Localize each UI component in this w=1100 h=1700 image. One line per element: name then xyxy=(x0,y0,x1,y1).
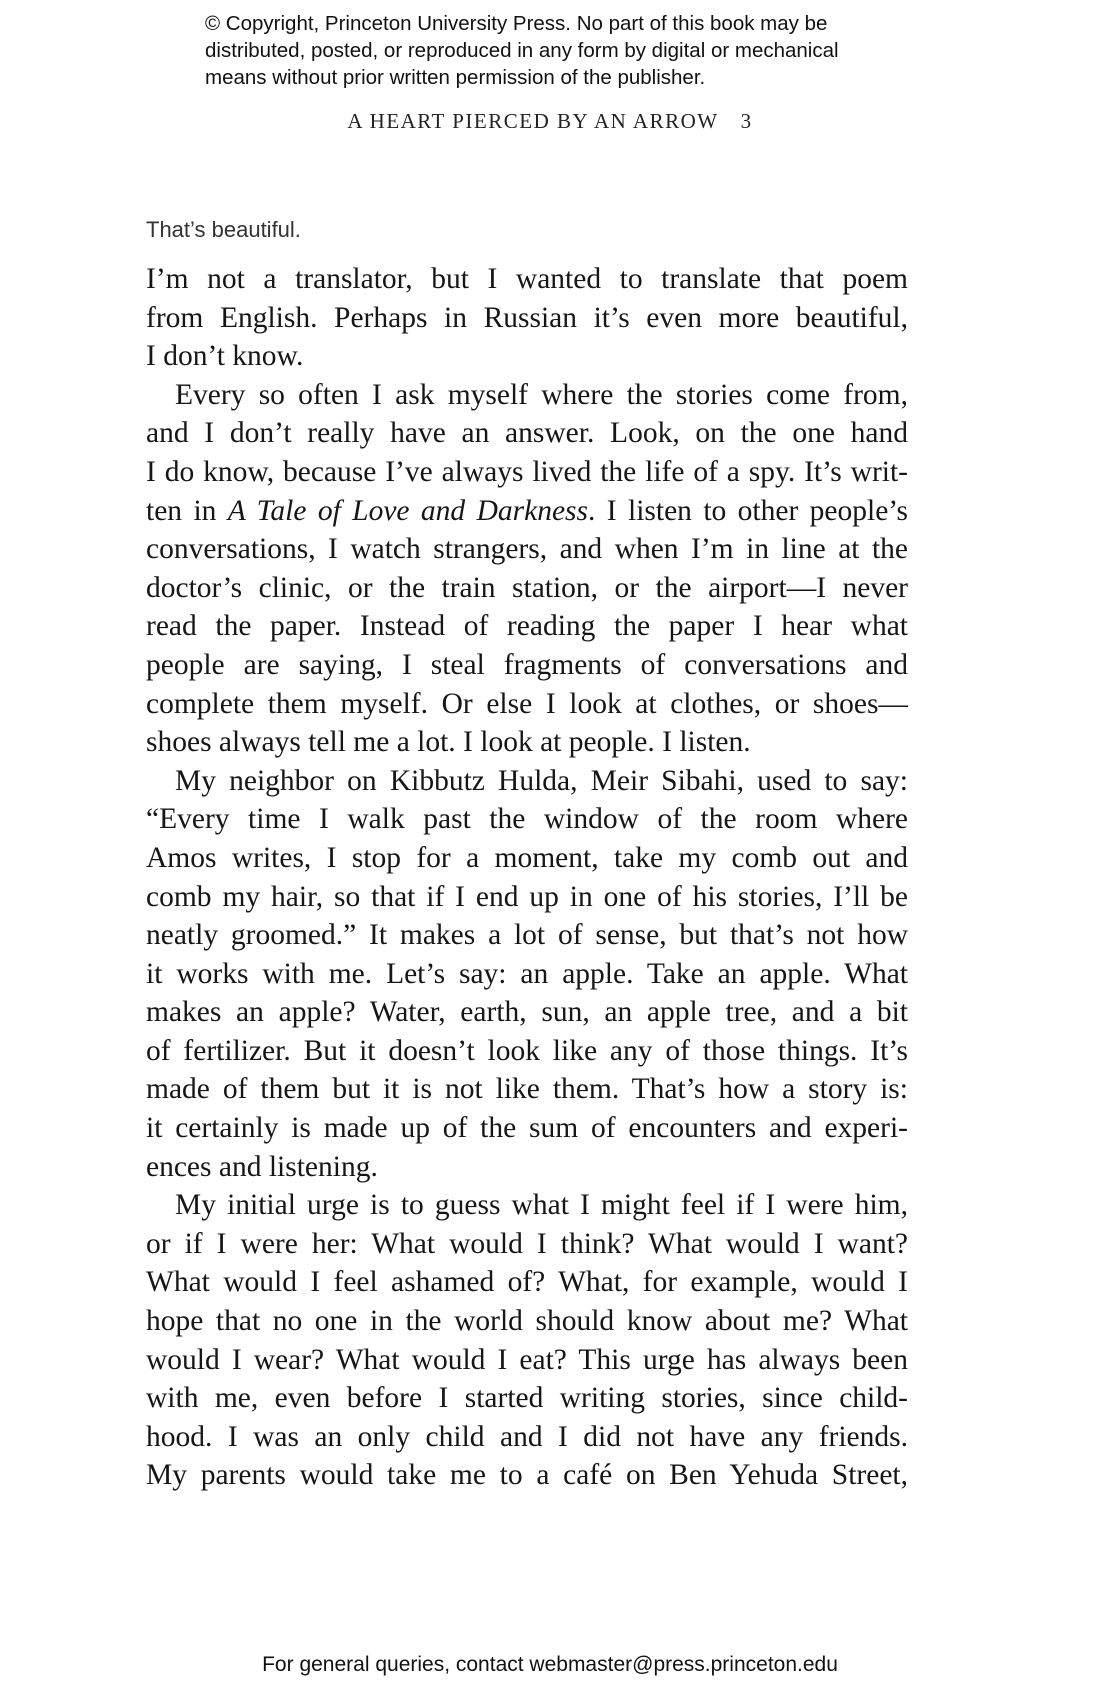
text-line: My parents would take me to a café on Ben Yehuda Street, xyxy=(146,1459,908,1492)
text-run: ten in xyxy=(146,494,228,527)
text-line: “Every time I walk past the window of the room where xyxy=(146,803,908,836)
text-line: I’m not a translator, but I wanted to translate that poem xyxy=(146,263,908,295)
footer-contact: For general queries, contact webmaster@press.princeton.edu xyxy=(262,1653,838,1676)
text-line: made of them but it is not like them. That’s how a story is: xyxy=(146,1073,908,1106)
text-line: Amos writes, I stop for a moment, take my comb out and xyxy=(146,841,908,874)
chapter-title: A HEART PIERCED BY AN ARROW xyxy=(347,109,719,133)
text-line: Every so often I ask myself where the stories come from, xyxy=(175,378,908,411)
text-line: ences and listening. xyxy=(146,1150,378,1183)
body-text xyxy=(146,260,908,1495)
text-line: doctor’s clinic, or the train station, or the airport—I never xyxy=(146,571,908,604)
text-line: I do know, because I’ve always lived the life of a spy. It’s writ- xyxy=(146,455,908,488)
copyright-line: distributed, posted, or reproduced in any form by digital or mechanical xyxy=(205,39,839,62)
text-line: conversations, I watch strangers, and when I’m in line at the xyxy=(146,533,908,566)
text-line: from English. Perhaps in Russian it’s even more beautiful, xyxy=(146,301,908,334)
copyright-line: means without prior written permission of the publisher. xyxy=(205,66,706,89)
text-run: . I listen to other people’s xyxy=(588,494,908,527)
copyright-line: © Copyright, Princeton University Press. No part of this book may be xyxy=(205,12,828,35)
text-line: would I wear? What would I eat? This urge has always been xyxy=(146,1343,908,1376)
paragraph xyxy=(146,376,908,762)
text-line: comb my hair, so that if I end up in one of his stories, I’ll be xyxy=(146,880,908,913)
text-line: My neighbor on Kibbutz Hulda, Meir Sibahi, used to say: xyxy=(175,764,908,797)
paragraph xyxy=(146,1186,908,1495)
copyright-notice xyxy=(205,10,905,91)
text-line: complete them myself. Or else I look at clothes, or shoes— xyxy=(146,687,908,720)
text-line: My initial urge is to guess what I might feel if I were him, xyxy=(175,1189,908,1222)
paragraph xyxy=(146,260,908,376)
text-line: people are saying, I steal fragments of conversations and xyxy=(146,648,908,681)
page-number: 3 xyxy=(740,109,753,133)
text-line: it works with me. Let’s say: an apple. Take an apple. What xyxy=(146,957,908,990)
text-line: neatly groomed.” It makes a lot of sense, but that’s not how xyxy=(146,919,908,952)
text-line: it certainly is made up of the sum of encounters and experi- xyxy=(146,1112,908,1145)
interview-question: That’s beautiful. xyxy=(146,217,301,242)
book-title: A Tale of Love and Darkness xyxy=(227,494,588,527)
text-line: What would I feel ashamed of? What, for example, would I xyxy=(146,1266,908,1299)
text-line: or if I were her: What would I think? What would I want? xyxy=(146,1227,908,1260)
text-line xyxy=(146,492,908,531)
paragraph xyxy=(146,762,908,1187)
text-line: I don’t know. xyxy=(146,340,304,373)
text-line: with me, even before I started writing stories, since child- xyxy=(146,1382,908,1415)
text-line: read the paper. Instead of reading the paper I hear what xyxy=(146,610,908,643)
running-head xyxy=(0,109,1100,134)
text-line: of fertilizer. But it doesn’t look like any of those things. It’s xyxy=(146,1034,908,1067)
text-line: shoes always tell me a lot. I look at people. I listen. xyxy=(146,726,751,759)
text-line: and I don’t really have an answer. Look, on the one hand xyxy=(146,417,908,450)
text-line: hope that no one in the world should know about me? What xyxy=(146,1305,908,1338)
text-line: hood. I was an only child and I did not have any friends. xyxy=(146,1420,908,1453)
text-line: makes an apple? Water, earth, sun, an apple tree, and a bit xyxy=(146,996,908,1029)
